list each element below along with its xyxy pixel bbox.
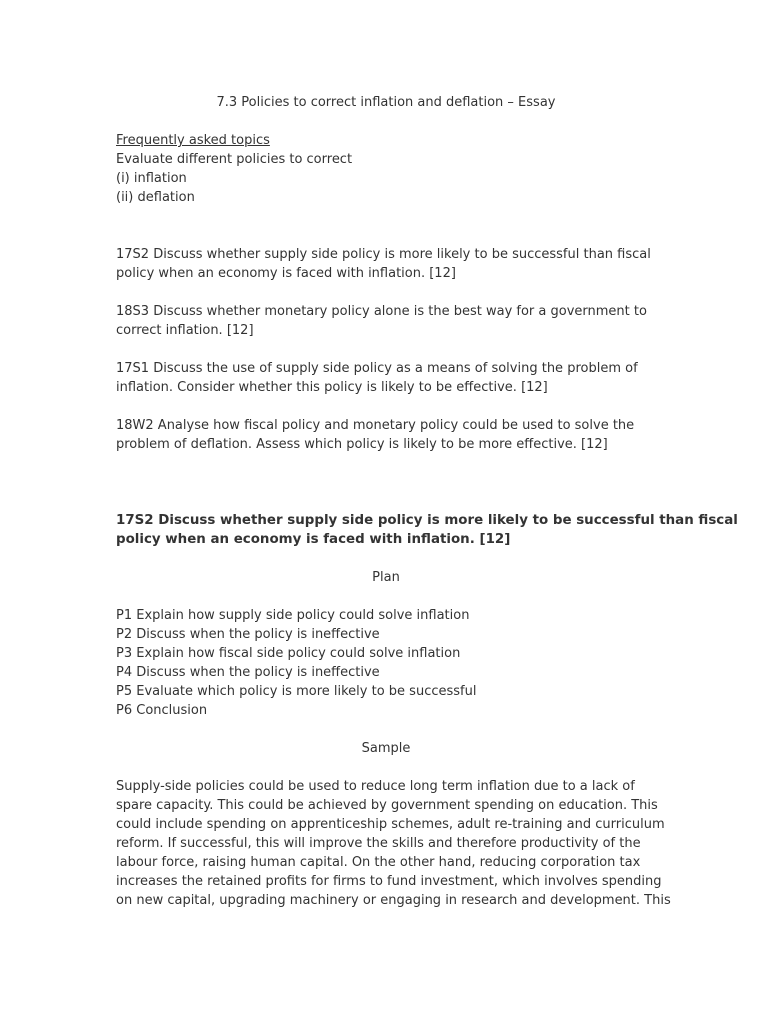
featured-question-line: policy when an economy is faced with inflation. [12] <box>116 532 511 547</box>
plan-item: P3 Explain how fiscal side policy could solve inflation <box>116 646 461 661</box>
plan-heading: Plan <box>372 570 400 585</box>
sample-line: could include spending on apprenticeship schemes, adult re-training and curriculum <box>116 817 665 832</box>
plan-item: P4 Discuss when the policy is ineffective <box>116 665 380 680</box>
question-line: 18W2 Analyse how fiscal policy and monetary policy could be used to solve the <box>116 418 635 433</box>
sample-line: Supply-side policies could be used to reduce long term inflation due to a lack of <box>116 779 635 794</box>
question-line: inflation. Consider whether this policy is likely to be effective. [12] <box>116 380 548 395</box>
featured-question <box>116 511 738 549</box>
plan-item: P1 Explain how supply side policy could solve inflation <box>116 608 470 623</box>
question-list <box>116 245 656 454</box>
document-page <box>116 93 738 910</box>
featured-question-line: 17S2 Discuss whether supply side policy is more likely to be successful than fiscal <box>116 513 738 528</box>
sample-line: reform. If successful, this will improve the skills and therefore productivity of the <box>116 836 641 851</box>
sample-line: labour force, raising human capital. On the other hand, reducing corporation tax <box>116 855 641 870</box>
question-item <box>116 245 656 283</box>
faq-line: (i) inflation <box>116 171 187 186</box>
sample-heading: Sample <box>361 741 411 756</box>
question-item <box>116 359 656 397</box>
plan-item: P2 Discuss when the policy is ineffective <box>116 627 380 642</box>
sample-line: spare capacity. This could be achieved by government spending on education. This <box>116 798 658 813</box>
question-item <box>116 416 656 454</box>
sample-line: increases the retained profits for firms to fund investment, which involves spending <box>116 874 662 889</box>
question-line: policy when an economy is faced with inflation. [12] <box>116 266 456 281</box>
faq-line: (ii) deflation <box>116 190 195 205</box>
question-line: 17S1 Discuss the use of supply side policy as a means of solving the problem of <box>116 361 638 376</box>
faq-heading: Frequently asked topics <box>116 133 270 148</box>
faq-section <box>116 131 656 207</box>
plan-item: P6 Conclusion <box>116 703 208 718</box>
plan-list <box>116 606 656 720</box>
faq-line: Evaluate different policies to correct <box>116 152 353 167</box>
sample-paragraph <box>116 777 671 910</box>
plan-item: P5 Evaluate which policy is more likely to be successful <box>116 684 477 699</box>
sample-line: on new capital, upgrading machinery or engaging in research and development. This <box>116 893 671 908</box>
question-line: 18S3 Discuss whether monetary policy alone is the best way for a government to <box>116 304 647 319</box>
document-title: 7.3 Policies to correct inflation and deflation – Essay <box>216 95 556 110</box>
question-item <box>116 302 656 340</box>
question-line: correct inflation. [12] <box>116 323 254 338</box>
question-line: problem of deflation. Assess which policy is likely to be more effective. [12] <box>116 437 608 452</box>
question-line: 17S2 Discuss whether supply side policy is more likely to be successful than fiscal <box>116 247 651 262</box>
